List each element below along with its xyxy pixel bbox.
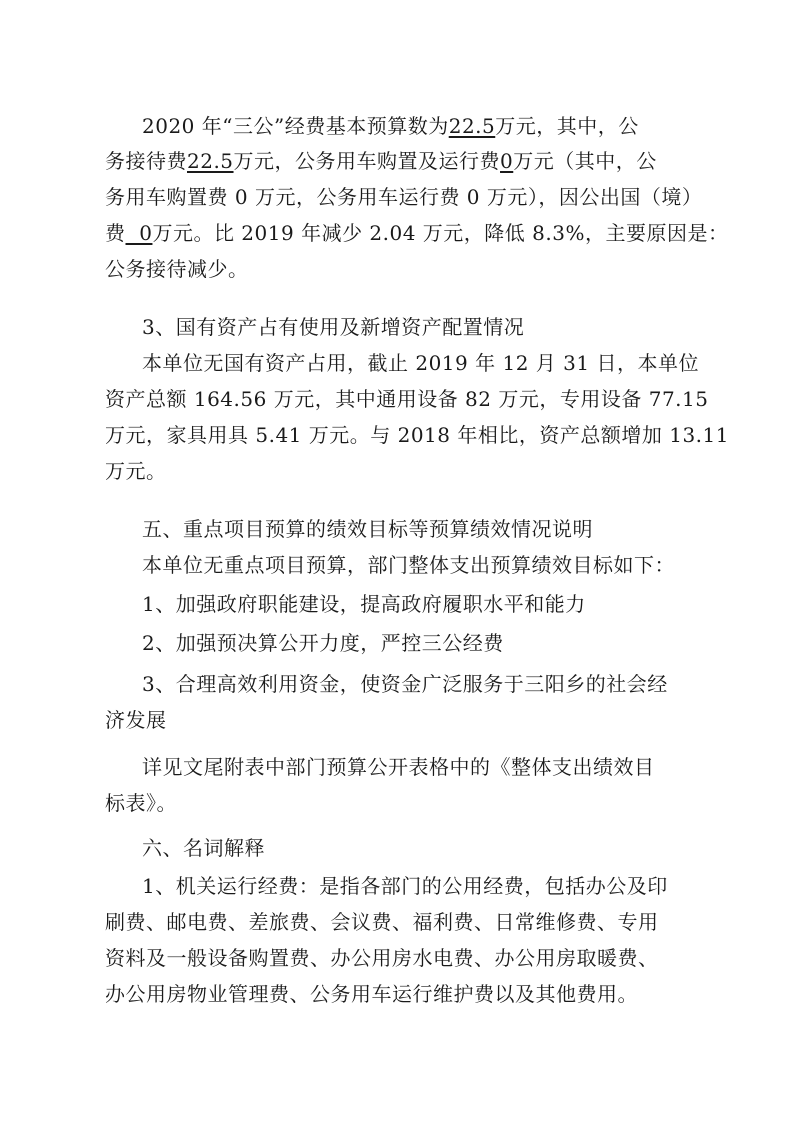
underlined-amount: 0 (125, 221, 153, 245)
goal-item-3-line-2: 济发展 (105, 708, 167, 732)
text: 费 (105, 221, 126, 245)
paragraph-sangong-line-5: 公务接待减少。 (105, 257, 249, 281)
paragraph-sangong-line-3: 务用车购置费 0 万元，公务用车运行费 0 万元），因公出国（境） (105, 185, 703, 209)
underlined-amount: 22.5 (187, 149, 234, 173)
paragraph-attachment-line-2: 标表》。 (105, 791, 177, 815)
definition-line-4: 办公用房物业管理费、公务用车运行维护费以及其他费用。 (105, 982, 638, 1006)
underlined-amount: 22.5 (448, 114, 496, 138)
goal-item-1: 1、加强政府职能建设，提高政府履职水平和能力 (142, 592, 586, 616)
paragraph-assets-line-3: 万元，家具用具 5.41 万元。与 2018 年相比，资产总额增加 13.11 (105, 423, 729, 447)
paragraph-sangong-line-2 (105, 147, 793, 175)
text: 2020 年“三公”经费基本预算数为 (142, 114, 449, 138)
goal-item-2: 2、加强预决算公开力度，严控三公经费 (142, 631, 504, 655)
section-heading-definitions: 六、名词解释 (142, 836, 265, 860)
section-heading-assets: 3、国有资产占有使用及新增资产配置情况 (142, 315, 525, 339)
section-heading-performance: 五、重点项目预算的绩效目标等预算绩效情况说明 (142, 517, 593, 541)
paragraph-attachment-line-1: 详见文尾附表中部门预算公开表格中的《整体支出绩效目 (142, 755, 655, 779)
definition-line-3: 资料及一般设备购置费、办公用房水电费、办公用房取暖费、 (105, 946, 659, 970)
definition-line-2: 刷费、邮电费、差旅费、会议费、福利费、日常维修费、专用 (105, 910, 659, 934)
paragraph-assets-line-4: 万元。 (105, 459, 167, 483)
text: 万元，公务用车购置及运行费 (233, 149, 501, 173)
paragraph-sangong-line-4 (105, 219, 793, 247)
paragraph-assets-line-1: 本单位无国有资产占用，截止 2019 年 12 月 31 日，本单位 (142, 351, 699, 375)
goal-item-3-line-1: 3、合理高效利用资金，使资金广泛服务于三阳乡的社会经 (142, 672, 668, 696)
paragraph-assets-line-2: 资产总额 164.56 万元，其中通用设备 82 万元，专用设备 77.15 (105, 387, 709, 411)
text: 万元（其中，公 (513, 149, 657, 173)
paragraph-sangong-line-1 (142, 112, 793, 140)
paragraph-performance-intro: 本单位无重点项目预算，部门整体支出预算绩效目标如下： (142, 553, 675, 577)
text: 务接待费 (105, 149, 187, 173)
text: 万元，其中，公 (495, 114, 639, 138)
definition-line-1: 1、机关运行经费：是指各部门的公用经费，包括办公及印 (142, 874, 668, 898)
text: 万元。比 2019 年减少 2.04 万元，降低 8.3%，主要原因是： (152, 221, 729, 245)
underlined-amount: 0 (500, 149, 514, 173)
